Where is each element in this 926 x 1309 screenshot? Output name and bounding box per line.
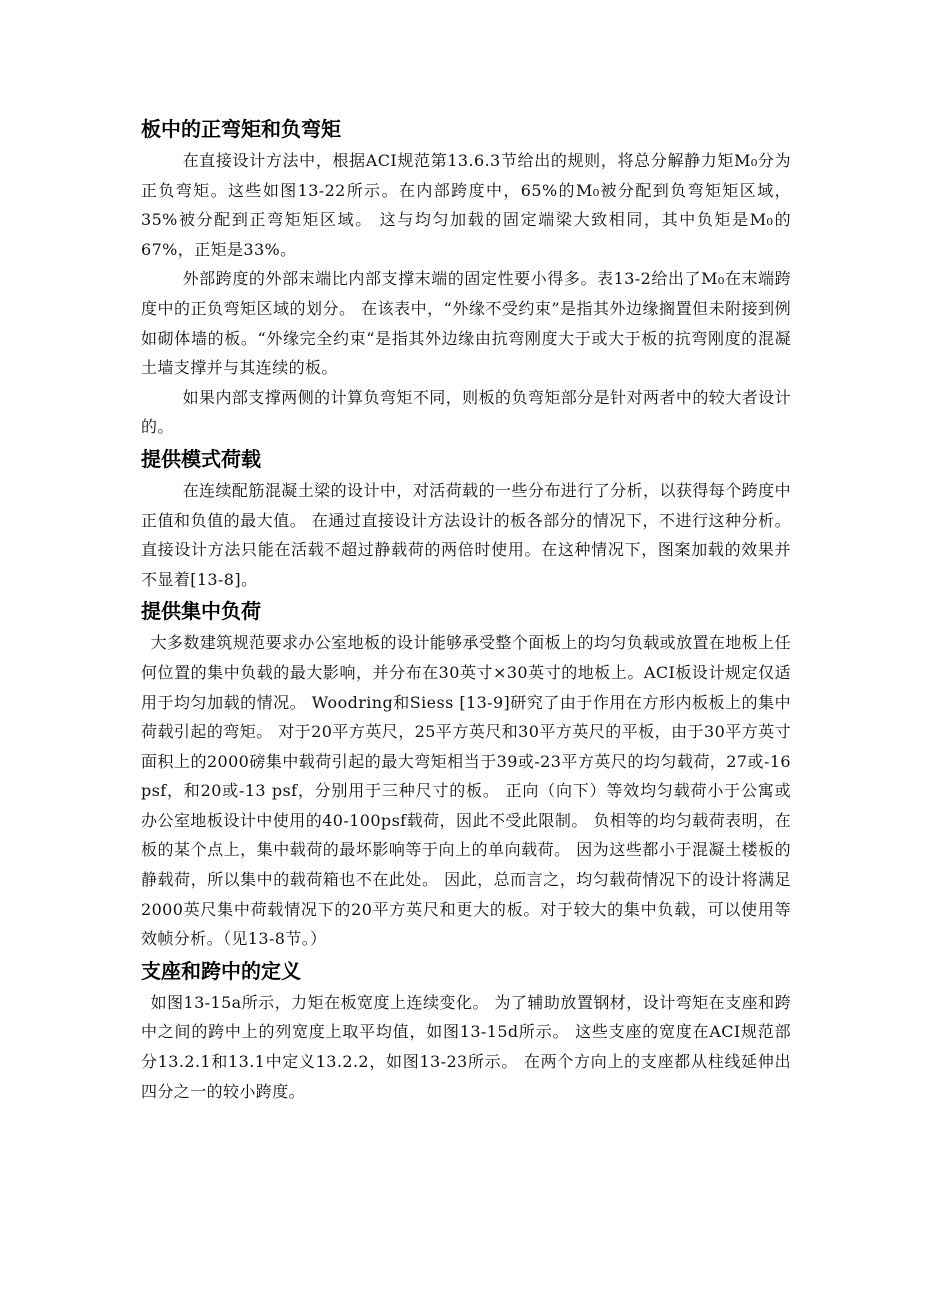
paragraph: 外部跨度的外部末端比内部支撑末端的固定性要小得多。表13-2给出了M₀在末端跨度中的正负弯矩区域的划分。 在该表中，“外缘不受约束”是指其外边缘搁置但未附接到例如砌体墙的板。“外缘完全约束“是指其外边缘由抗弯刚度大于或大于板的抗弯刚度的混凝土墙支撑并与其连续的板。 (141, 269, 791, 378)
paragraph: 如果内部支撑两侧的计算负弯矩不同，则板的负弯矩部分是针对两者中的较大者设计的。 (141, 387, 791, 437)
section-heading-pattern-loads: 提供模式荷载 (141, 446, 261, 471)
section-heading-support-definitions: 支座和跨中的定义 (141, 958, 301, 983)
paragraph: 在连续配筋混凝土梁的设计中，对活荷载的一些分布进行了分析，以获得每个跨度中正值和负值的最大值。 在通过直接设计方法设计的板各部分的情况下，不进行这种分析。 直接设计方法只能在活载不超过静载荷的两倍时使用。在这种情况下，图案加载的效果并不显着[13-8]。 (141, 480, 791, 589)
section-heading-moments: 板中的正弯矩和负弯矩 (141, 117, 341, 141)
paragraph: 大多数建筑规范要求办公室地板的设计能够承受整个面板上的均匀负载或放置在地板上任何位置的集中负载的最大影响，并分布在30英寸×30英寸的地板上。ACI板设计规定仅适用于均匀加载的情况。 Woodring和Siess [13-9]研究了由于作用在方形内板板上的集中荷载引起的弯矩。 对于20平方英尺，25平方英尺和30平方英尺的平板，由于30平方英寸面积上的2000磅集中载荷引起的最大弯矩相当于39或-23平方英尺的均匀载荷，27或-16 psf，和20或-13 psf，分别用于三种尺寸的板。 正向（向下）等效均匀载荷小于公寓或办公室地板设计中使用的40-100psf载荷，因此不受此限制。 负相等的均匀载荷表明，在板的某个点上，集中载荷的最坏影响等于向上的单向载荷。 因为这些都小于混凝土楼板的静载荷，所以集中的载荷箱也不在此处。 因此，总而言之，均匀载荷情况下的设计将满足2000英尺集中荷载情况下的20平方英尺和更大的板。对于较大的集中负载，可以使用等效帧分析。（见13-8节。） (141, 633, 791, 949)
paragraph: 如图13-15a所示，力矩在板宽度上连续变化。 为了辅助放置钢材，设计弯矩在支座和跨中之间的跨中上的列宽度上取平均值，如图13-15d所示。 这些支座的宽度在ACI规范部分13.2.1和13.1中定义13.2.2，如图13-23所示。 在两个方向上的支座都从柱线延伸出四分之一的较小跨度。 (141, 992, 791, 1101)
document-body (141, 112, 791, 1106)
section-heading-concentrated-loads: 提供集中负荷 (141, 599, 261, 624)
paragraph: 在直接设计方法中，根据ACI规范第13.6.3节给出的规则，将总分解静力矩M₀分为正负弯矩。这些如图13-22所示。在内部跨度中，65%的M₀被分配到负弯矩矩区域，35%被分配到正弯矩矩区域。 这与均匀加载的固定端梁大致相同，其中负矩是M₀的67%，正矩是33%。 (141, 151, 791, 259)
